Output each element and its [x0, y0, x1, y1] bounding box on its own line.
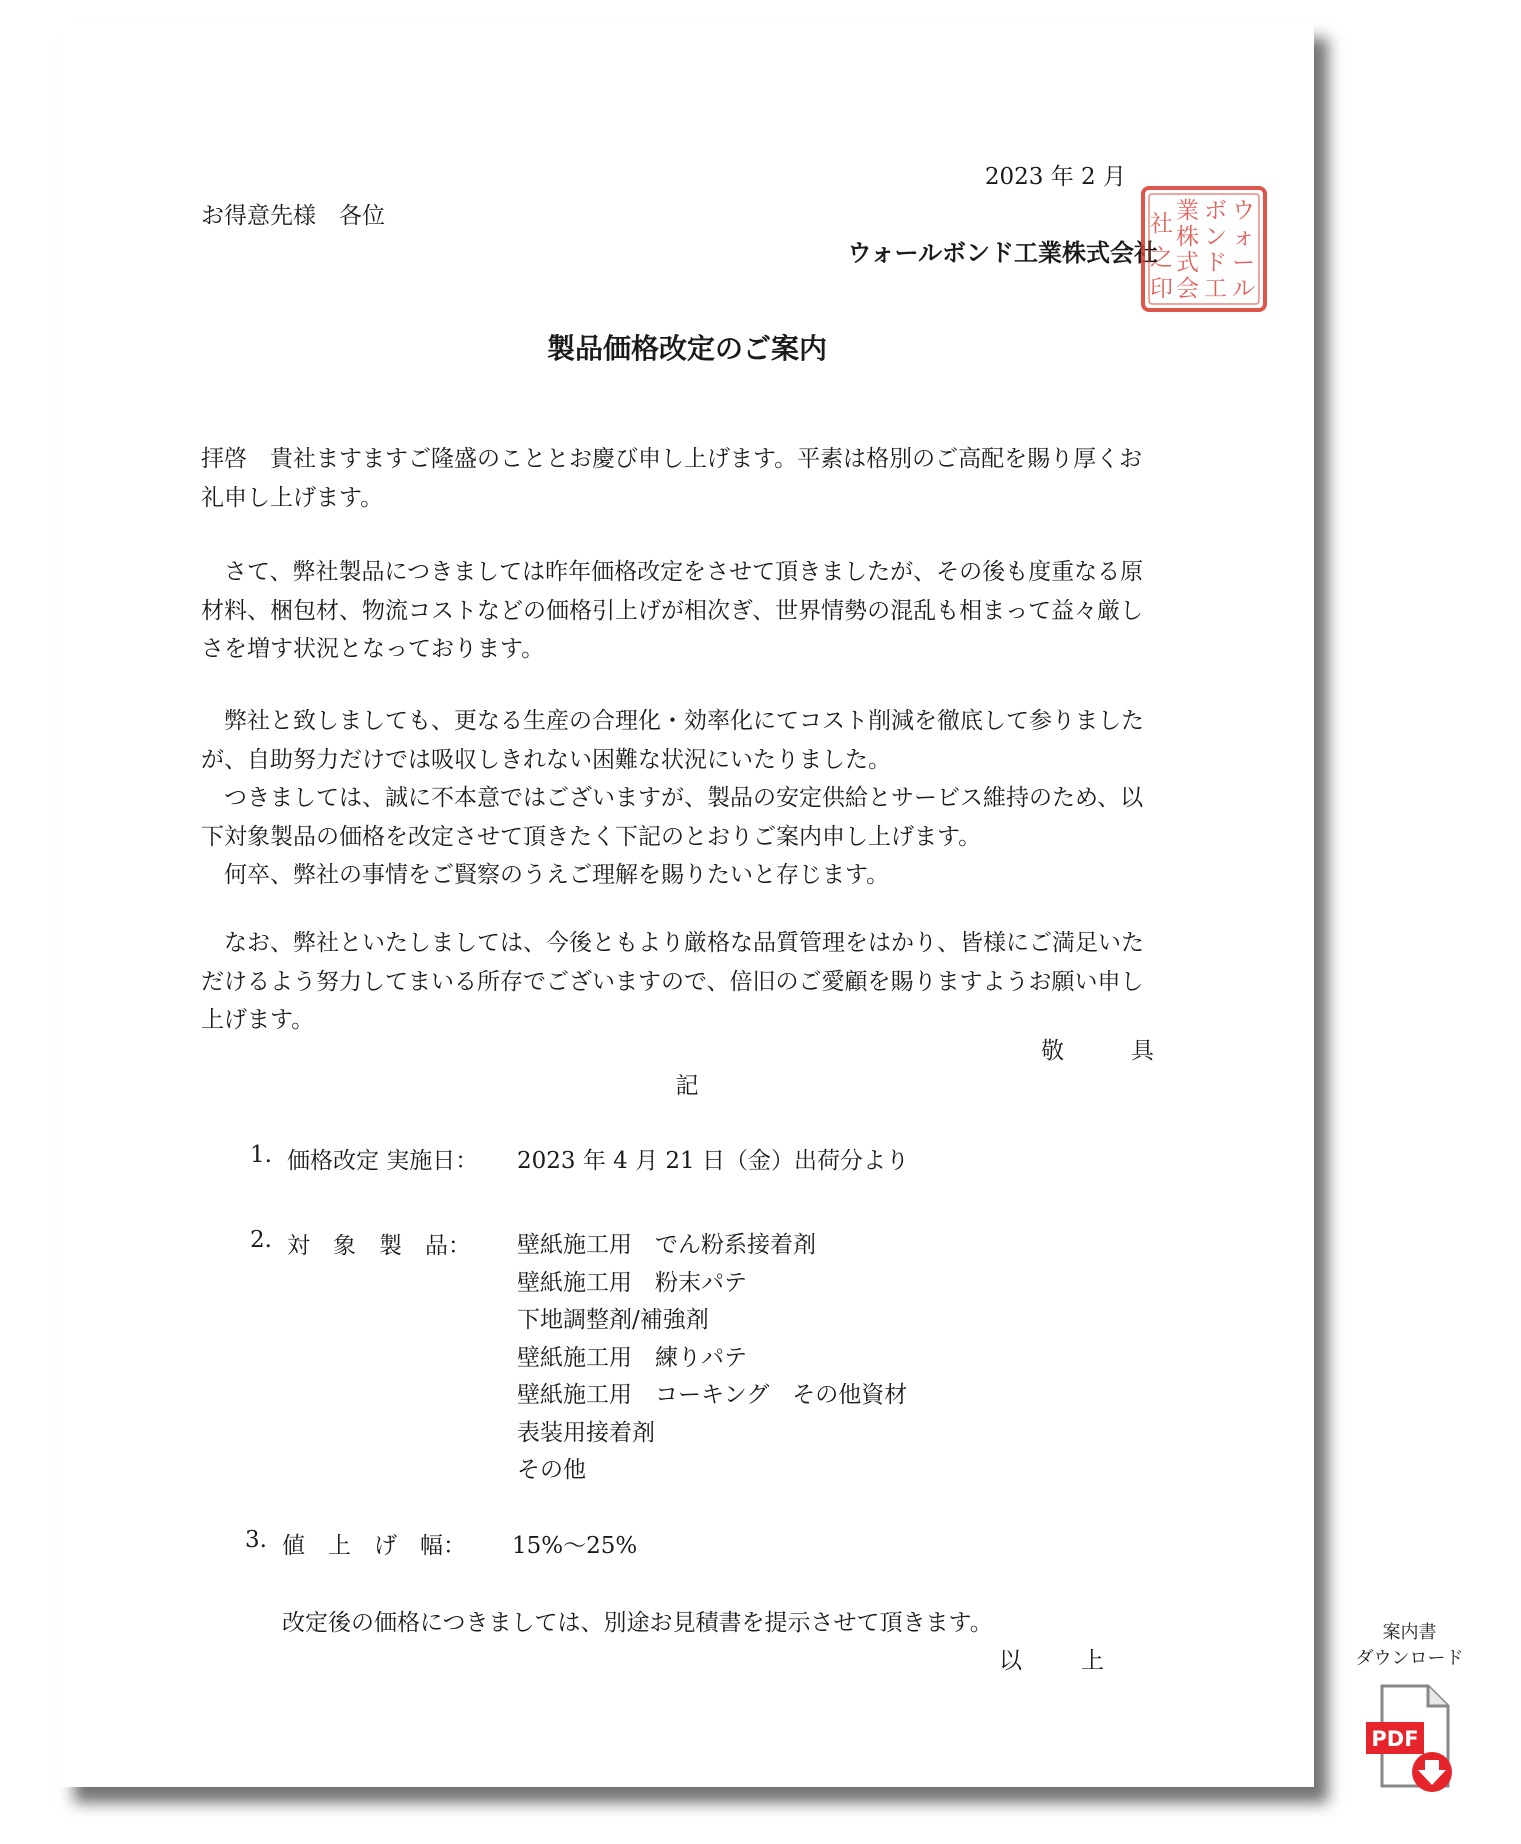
page-title: 製品価格改定のご案内: [546, 332, 827, 365]
text-line: なお、弊社といたしましては、今後ともより厳格な品質管理をはかり、皆様にご満足いた: [224, 930, 1144, 956]
text-line: だけるよう努力してまいる所存でございますので、倍旧のご愛顧を賜りますようお願い申し: [201, 968, 1144, 995]
svg-text:ン: ン: [1204, 224, 1227, 250]
svg-text:之: 之: [1150, 245, 1173, 271]
svg-text:式: 式: [1176, 250, 1199, 276]
product-item: 表装用接着剤: [517, 1419, 655, 1446]
svg-text:ォ: ォ: [1232, 224, 1255, 250]
product-item: 壁紙施工用 でん粉系接着剤: [517, 1232, 816, 1258]
estimate-note: 改定後の価格につきましては、別途お見積書を提示させて頂きます。: [282, 1610, 993, 1636]
product-item: 下地調整剤/補強剤: [517, 1307, 709, 1333]
company-seal-stamp: [1140, 185, 1268, 313]
item-3-value: 15%～25%: [512, 1533, 638, 1559]
svg-text:工: 工: [1204, 276, 1227, 302]
text-line: 上げます。: [201, 1007, 315, 1033]
document-date: 2023 年 2 月: [984, 164, 1126, 190]
item-1-label: 価格改定 実施日：: [287, 1148, 479, 1174]
closing-ijo: 以 上: [999, 1648, 1122, 1674]
download-label-line1: 案内書: [1382, 1622, 1437, 1643]
text-line: 下対象製品の価格を改定させて頂きたく下記のとおりご案内申し上げます。: [201, 823, 982, 850]
pdf-download-button[interactable]: [1342, 1620, 1477, 1798]
text-line: 材料、梱包材、物流コストなどの価格引上げが相次ぎ、世界情勢の混乱も相まって益々厳し: [201, 597, 1144, 624]
svg-text:ウ: ウ: [1232, 198, 1255, 224]
text-line: 拝啓 貴社ますますご隆盛のこととお慶び申し上げます。平素は格別のご高配を賜り厚くお: [201, 446, 1143, 472]
text-line: が、自助努力だけでは吸収しきれない困難な状況にいたりました。: [201, 746, 891, 773]
pdf-icon-text: PDF: [1370, 1727, 1419, 1751]
document-sheet: [60, 22, 1314, 1787]
text-line: 礼申し上げます。: [201, 484, 384, 511]
product-item: 壁紙施工用 粉末パテ: [517, 1269, 747, 1296]
product-list: [517, 1227, 907, 1490]
item-2-number: 2.: [250, 1227, 272, 1253]
recipient: お得意先様 各位: [201, 203, 385, 229]
svg-text:ル: ル: [1232, 276, 1255, 302]
item-2-label: 対 象 製 品：: [287, 1233, 471, 1259]
text-line: さて、弊社製品につきましては昨年価格改定をさせて頂きましたが、その後も度重なる原: [224, 559, 1144, 585]
svg-text:株: 株: [1176, 224, 1199, 250]
pdf-download-icon[interactable]: [1362, 1682, 1458, 1798]
paragraph-situation: [201, 702, 1191, 895]
paragraph-closing: [201, 924, 1191, 1040]
closing-keigu: 敬 具: [1041, 1038, 1176, 1064]
svg-text:印: 印: [1150, 276, 1173, 302]
item-3-label: 値 上 げ 幅：: [282, 1533, 466, 1559]
item-1-value: 2023 年 4 月 21 日（金）出荷分より: [517, 1148, 909, 1174]
item-1-number: 1.: [250, 1142, 272, 1168]
text-line: 弊社と致しましても、更なる生産の合理化・効率化にてコスト削減を徹底して参りました: [224, 708, 1144, 734]
product-item: 壁紙施工用 練りパテ: [517, 1344, 747, 1371]
product-item: その他: [517, 1457, 586, 1483]
svg-text:ー: ー: [1232, 250, 1255, 276]
text-line: さを増す状況となっております。: [201, 636, 545, 662]
svg-text:ド: ド: [1204, 250, 1227, 276]
svg-text:会: 会: [1176, 276, 1199, 302]
product-item: 壁紙施工用 コーキング その他資材: [517, 1382, 908, 1408]
text-line: つきましては、誠に不本意ではございますが、製品の安定供給とサービス維持のため、以: [224, 785, 1144, 811]
company-name: ウォールボンド工業株式会社: [847, 238, 1158, 267]
item-3-number: 3.: [245, 1527, 267, 1553]
svg-text:社: 社: [1150, 211, 1173, 237]
download-label-line2: ダウンロード: [1355, 1648, 1464, 1669]
paragraph-background: [201, 553, 1191, 669]
text-line: 何卒、弊社の事情をご賢察のうえご理解を賜りたいと存じます。: [224, 862, 890, 888]
svg-text:業: 業: [1176, 198, 1199, 224]
ki-heading: 記: [675, 1073, 699, 1099]
svg-text:ボ: ボ: [1204, 198, 1227, 224]
paragraph-greeting: [201, 440, 1191, 517]
